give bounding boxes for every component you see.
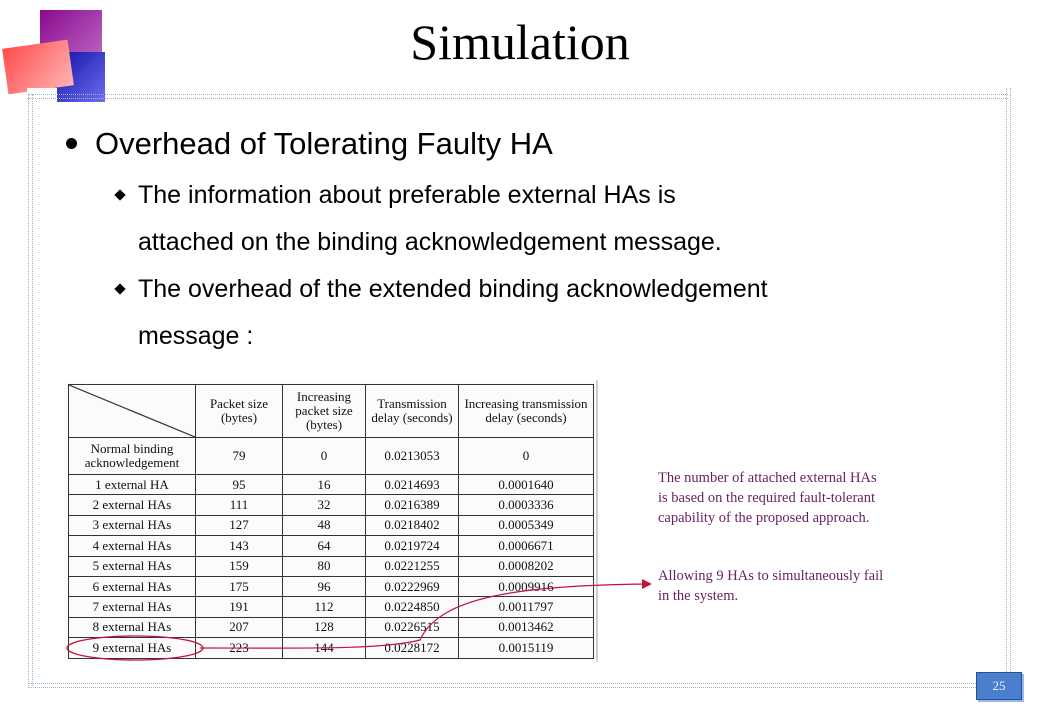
table-cell: 0.0221255 xyxy=(366,556,459,576)
table-cell: 159 xyxy=(196,556,283,576)
note-attached-has xyxy=(658,468,968,528)
table-cell: 0.0008202 xyxy=(459,556,594,576)
row-label-cell: 6 external HAs xyxy=(69,576,196,596)
table-cell: 48 xyxy=(283,515,366,535)
table-cell: 80 xyxy=(283,556,366,576)
table-cell: 0.0226515 xyxy=(366,617,459,637)
table-cell: 143 xyxy=(196,536,283,556)
header-packet-size: Packet size (bytes) xyxy=(196,385,283,438)
table-cell: 0.0013462 xyxy=(459,617,594,637)
table-cell: 79 xyxy=(196,438,283,475)
header-increasing-transmission-delay: Increasing transmission delay (seconds) xyxy=(459,385,594,438)
table-cell: 112 xyxy=(283,597,366,617)
annotation-arrowhead-icon xyxy=(642,579,652,589)
slide-title: Simulation xyxy=(410,14,630,70)
table-cell: 207 xyxy=(196,617,283,637)
note1-line2: is based on the required fault-tolerant xyxy=(658,490,876,506)
table-cell: 127 xyxy=(196,515,283,535)
sub-bullet-2-line1: The overhead of the extended binding acknowledgement xyxy=(138,275,768,303)
table-cell: 32 xyxy=(283,495,366,515)
table-cell: 191 xyxy=(196,597,283,617)
table-cell: 0.0011797 xyxy=(459,597,594,617)
table-cell: 0.0218402 xyxy=(366,515,459,535)
row-label-cell: 7 external HAs xyxy=(69,597,196,617)
table-cell: 0.0015119 xyxy=(459,638,594,658)
note1-line3: capability of the proposed approach. xyxy=(658,510,870,526)
sub-bullet-1-line2: attached on the binding acknowledgement message. xyxy=(138,228,722,256)
sub-bullet-1-line1: The information about preferable external HAs is xyxy=(138,181,676,209)
table-cell: 0.0006671 xyxy=(459,536,594,556)
table-cell: 0.0009916 xyxy=(459,576,594,596)
note1-line1: The number of attached external HAs xyxy=(658,470,877,486)
table-cell: 0.0213053 xyxy=(366,438,459,475)
sub-bullet-2-line2: message : xyxy=(138,322,254,350)
table-cell: 0.0214693 xyxy=(366,475,459,495)
table-cell: 95 xyxy=(196,475,283,495)
table-cell: 0 xyxy=(459,438,594,475)
table-cell: 96 xyxy=(283,576,366,596)
row-label-cell: 5 external HAs xyxy=(69,556,196,576)
table-cell: 0.0222969 xyxy=(366,576,459,596)
row-label-cell: 8 external HAs xyxy=(69,617,196,637)
table-cell: 0 xyxy=(283,438,366,475)
table-cell: 0.0005349 xyxy=(459,515,594,535)
table-cell: 0.0219724 xyxy=(366,536,459,556)
note-nine-has xyxy=(658,566,968,606)
row-label-cell: 9 external HAs xyxy=(69,638,196,658)
table-cell: 128 xyxy=(283,617,366,637)
page-number-badge: 25 xyxy=(976,672,1022,700)
table-cell: 0.0216389 xyxy=(366,495,459,515)
table-cell: 0.0224850 xyxy=(366,597,459,617)
row-label-cell: Normal binding acknowledgement xyxy=(69,438,196,475)
table-cell: 223 xyxy=(196,638,283,658)
note2-line2: in the system. xyxy=(658,588,739,604)
table-cell: 175 xyxy=(196,576,283,596)
table-cell: 144 xyxy=(283,638,366,658)
table-cell: 0.0003336 xyxy=(459,495,594,515)
row-label-cell: 4 external HAs xyxy=(69,536,196,556)
row-label-cell: 2 external HAs xyxy=(69,495,196,515)
row-label-cell: 1 external HA xyxy=(69,475,196,495)
header-transmission-delay: Transmission delay (seconds) xyxy=(366,385,459,438)
main-bullet-text: Overhead of Tolerating Faulty HA xyxy=(95,126,553,161)
table-cell: 64 xyxy=(283,536,366,556)
table-cell: 111 xyxy=(196,495,283,515)
row-label-cell: 3 external HAs xyxy=(69,515,196,535)
table-cell: 16 xyxy=(283,475,366,495)
annotation-arrow-line xyxy=(200,584,644,648)
note2-line1: Allowing 9 HAs to simultaneously fail xyxy=(658,568,884,584)
highlight-ellipse xyxy=(67,636,203,660)
table-cell: 0.0228172 xyxy=(366,638,459,658)
table-cell: 0.0001640 xyxy=(459,475,594,495)
header-increasing-packet-size: Increasing packet size (bytes) xyxy=(283,385,366,438)
